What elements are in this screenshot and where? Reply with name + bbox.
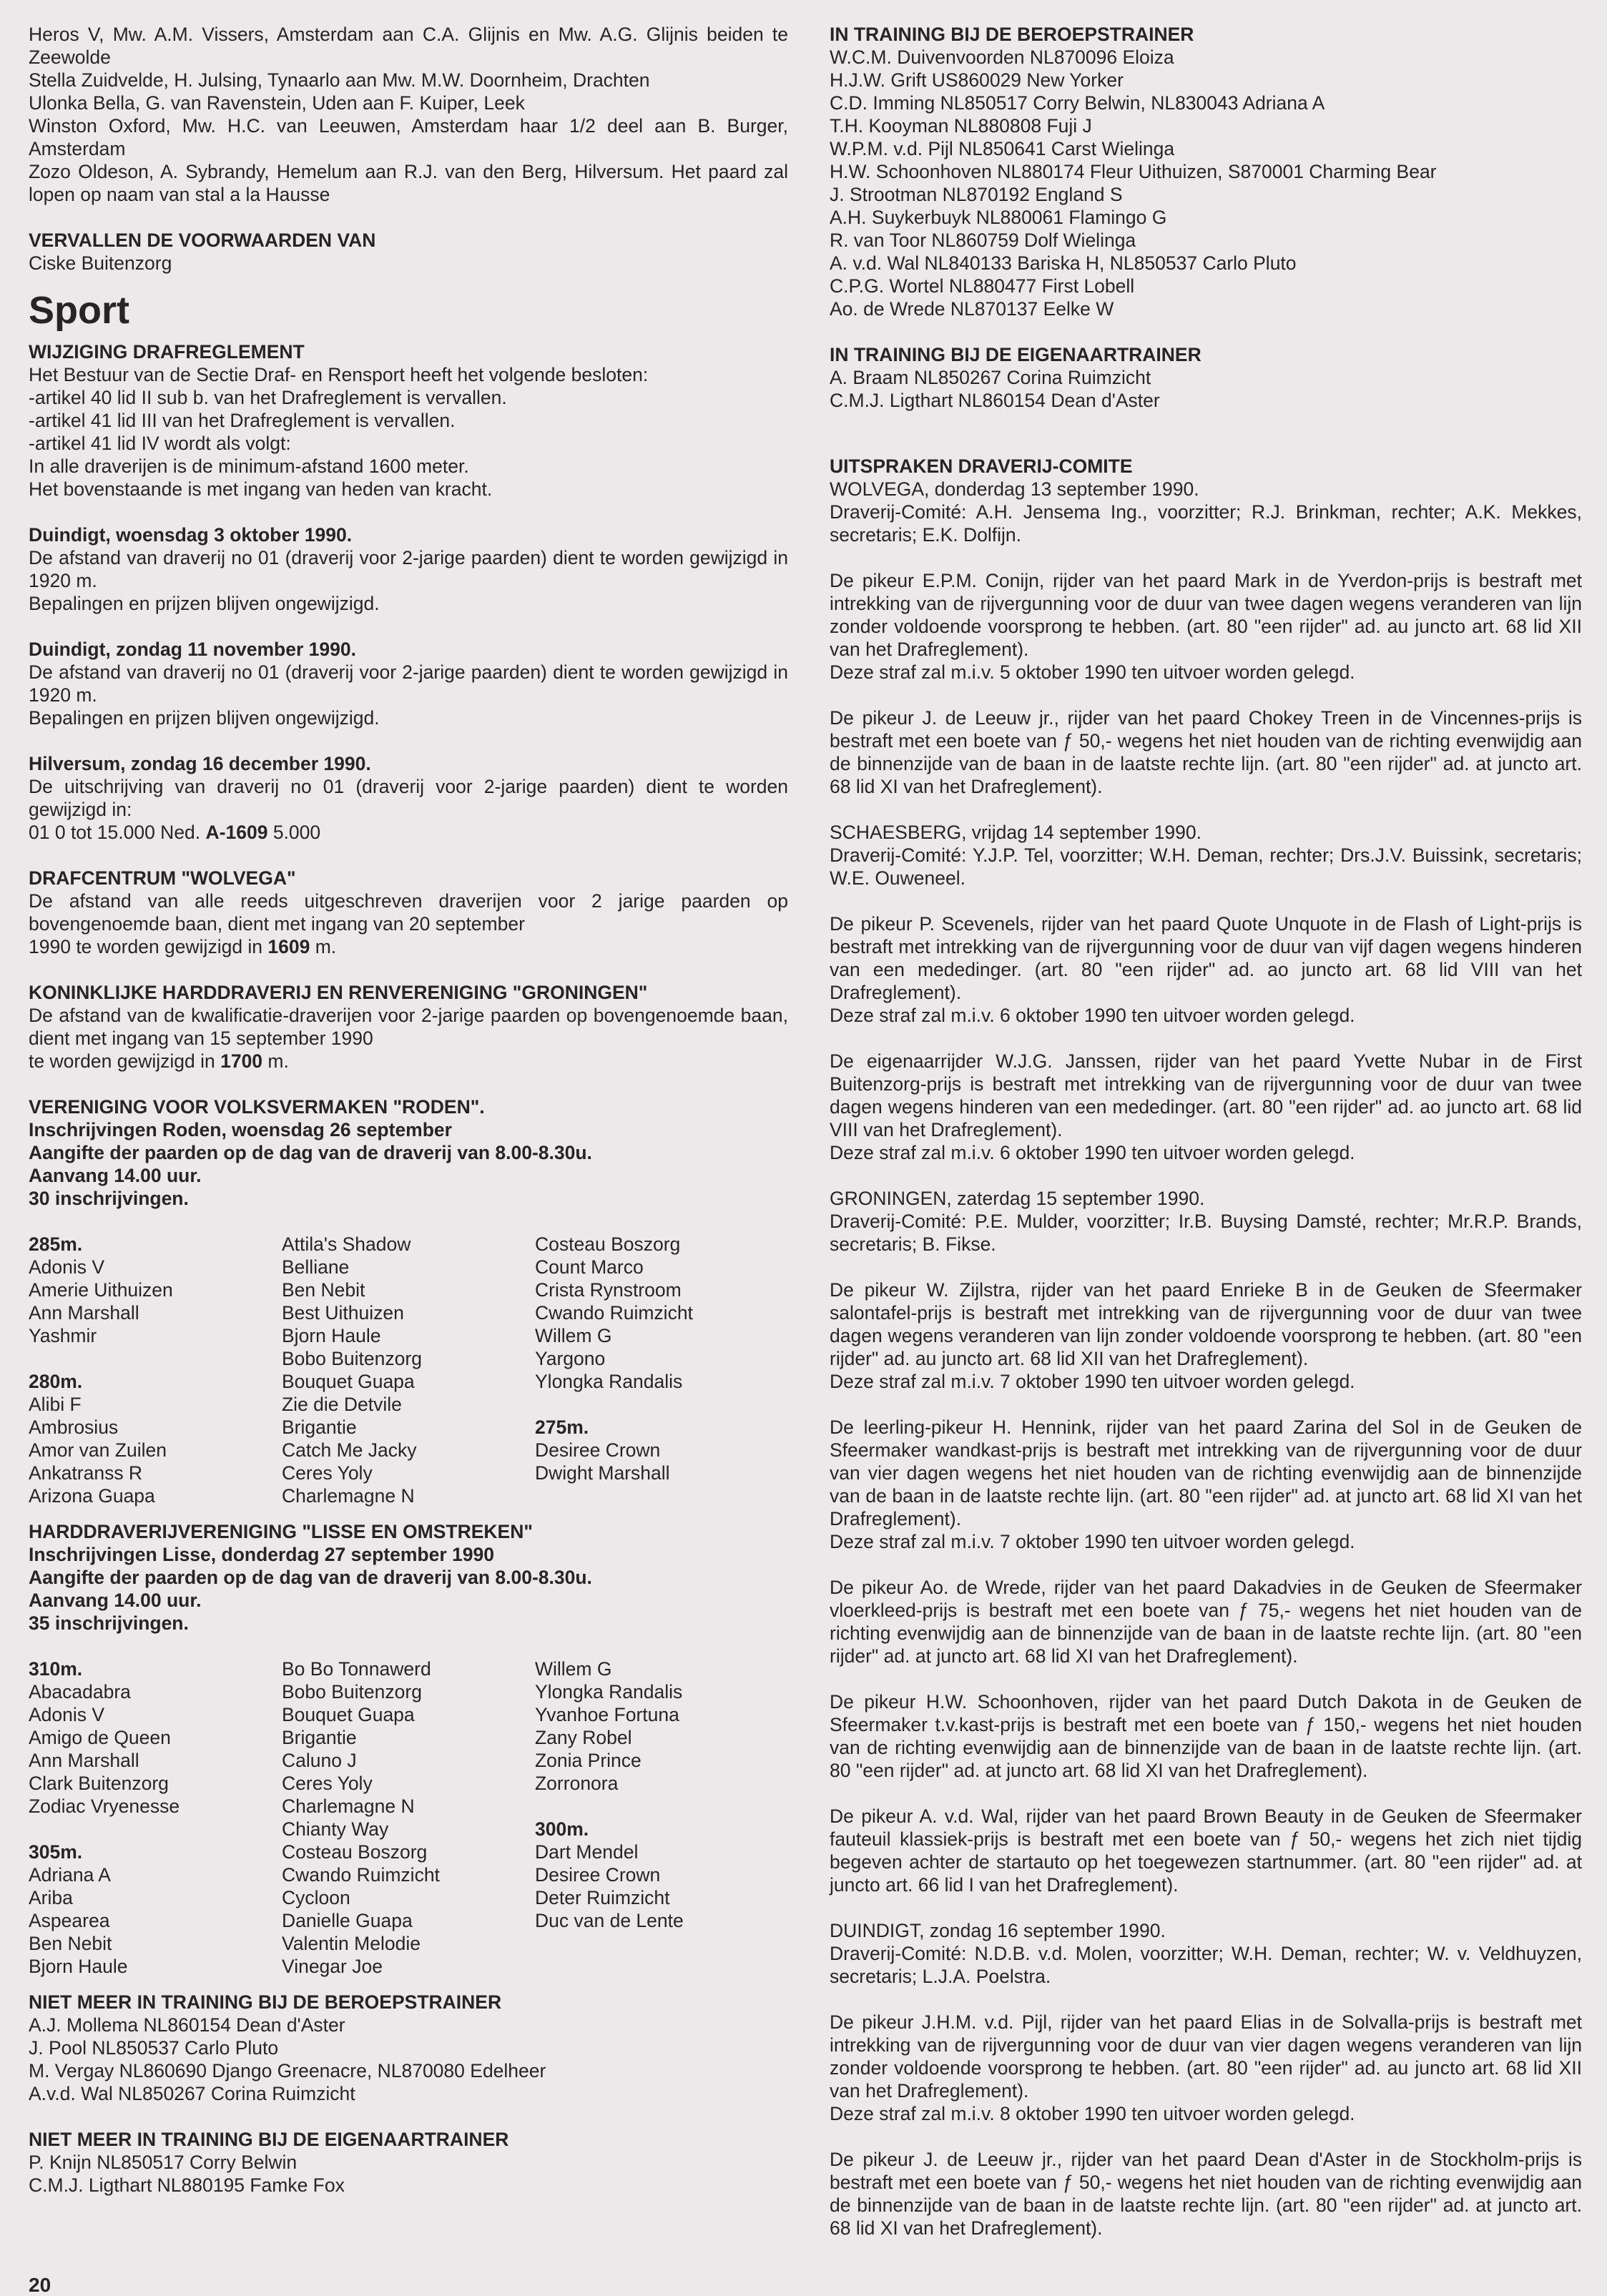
horse-name: Ambrosius (29, 1416, 119, 1438)
horse-name: Ylongka Randalis (535, 1681, 683, 1703)
ruling: De pikeur H.W. Schoonhoven, rijder van het paard Dutch Dakota in de Geuken de Sfeermaker t.v.kast-prijs is bestraft met een boete van ƒ 150,- wegens het niet houden van de richting evenwijdig aan de binnenzijde van de baan in de laatste rechte lijn. (art. 80 "een rijder" ad. at juncto art. 68 lid XI van het Drafreglement). (830, 1691, 1582, 1781)
lisse-title: HARDDRAVERIJVERENIGING "LISSE EN OMSTREKEN" (29, 1521, 533, 1542)
trainer-line: W.P.M. v.d. Pijl NL850641 Carst Wielinga (830, 138, 1175, 159)
prize-prefix: 01 0 tot 15.000 Ned. (29, 822, 206, 843)
horse-name: Danielle Guapa (282, 1910, 413, 1931)
ruling-note: Deze straf zal m.i.v. 6 oktober 1990 ten uitvoer worden gelegd. (830, 1005, 1355, 1026)
horse-name: Amerie Uithuizen (29, 1279, 173, 1301)
distance-heading: 300m. (535, 1818, 589, 1840)
wijziging-line: Het bovenstaande is met ingang van heden van kracht. (29, 478, 493, 500)
wijziging-line: Het Bestuur van de Sectie Draf- en Rensport heeft het volgende besloten: (29, 364, 649, 385)
wolvega-last-suffix: m. (310, 936, 337, 957)
distance-heading: 280m. (29, 1371, 83, 1392)
intro-line: Heros V, Mw. A.M. Vissers, Amsterdam aan C.A. Glijnis en Mw. A.G. Glijnis beiden te Zeewolde (29, 24, 788, 68)
trainer-line: J. Strootman NL870192 England S (830, 184, 1123, 205)
ruling: De pikeur J.H.M. v.d. Pijl, rijder van het paard Elias in de Solvalla-prijs is bestraft met intrekking van de rijvergunning voor de duur van vier dagen wegens veranderen van lijn zonder voldoende voorsprong te hebben. (art. 80 "een rijder" ad. au juncto art. 68 lid XII van het Drafreglement). (830, 2011, 1582, 2102)
horse-name: Ankatranss R (29, 1462, 143, 1484)
sport-heading: Sport (29, 289, 129, 332)
horse-name: Zie die Detvile (282, 1394, 402, 1415)
horse-name: Desiree Crown (535, 1439, 661, 1461)
spacer (29, 958, 788, 981)
intro-line: Stella Zuidvelde, H. Julsing, Tynaarlo aan Mw. M.W. Doornheim, Drachten (29, 69, 650, 91)
horse-name: Vinegar Joe (282, 1956, 383, 1977)
groningen-last-suffix: m. (262, 1050, 289, 1072)
horse-name: Aspearea (29, 1910, 110, 1931)
niet-beroep-title: NIET MEER IN TRAINING BIJ DE BEROEPSTRAINER (29, 1991, 502, 2013)
spacer (29, 2105, 788, 2128)
distance-heading: 275m. (535, 1416, 589, 1438)
spacer (830, 1027, 1582, 1050)
meeting-date: WOLVEGA, donderdag 13 september 1990. (830, 478, 1199, 500)
spacer (830, 684, 1582, 706)
trainer-line: A.H. Suykerbuyk NL880061 Flamingo G (830, 207, 1167, 228)
spacer (830, 1393, 1582, 1416)
horse-name: Dart Mendel (535, 1841, 639, 1863)
trainer-line: M. Vergay NL860690 Django Greenacre, NL870080 Edelheer (29, 2060, 546, 2081)
horse-name: Charlemagne N (282, 1485, 415, 1507)
spacer (830, 546, 1582, 569)
spacer (29, 1210, 788, 1233)
entry-column (282, 1233, 535, 1507)
groningen-last (29, 1050, 788, 1073)
horse-name: Clark Buitenzorg (29, 1773, 169, 1794)
roden-subtitle: Aangifte der paarden op de dag van de draverij van 8.00-8.30u. (29, 1142, 592, 1163)
spacer (29, 844, 788, 867)
distance-heading: 285m. (29, 1233, 83, 1255)
horse-name (535, 1393, 788, 1416)
spacer (830, 1782, 1582, 1805)
horse-name: Adriana A (29, 1864, 111, 1886)
horse-name: Chianty Way (282, 1818, 389, 1840)
spacer (29, 206, 788, 229)
horse-name: Ylongka Randalis (535, 1371, 683, 1392)
horse-name: Bouquet Guapa (282, 1704, 415, 1725)
spacer (830, 890, 1582, 912)
horse-name: Ann Marshall (29, 1302, 139, 1324)
vervallen-name: Ciske Buitenzorg (29, 252, 172, 274)
spacer (830, 412, 1582, 455)
ruling: De pikeur E.P.M. Conijn, rijder van het paard Mark in de Yverdon-prijs is bestraft met intrekking van de rijvergunning voor de duur van twee dagen wegens veranderen van lijn zonder voldoende voorsprong te hebben. (art. 80 "een rijder" ad. au juncto art. 68 lid XII van het Drafreglement). (830, 570, 1582, 660)
horse-name: Arizona Guapa (29, 1485, 155, 1507)
horse-name: Willem G (535, 1325, 612, 1346)
comite: Draverij-Comité: A.H. Jensema Ing., voorzitter; R.J. Brinkman, rechter; A.K. Mekkes, secretaris; E.K. Dolfijn. (830, 501, 1582, 546)
roden-title: VERENIGING VOOR VOLKSVERMAKEN "RODEN". (29, 1096, 485, 1118)
horse-name: Abacadabra (29, 1681, 131, 1703)
horse-name: Yashmir (29, 1325, 97, 1346)
spacer (29, 501, 788, 523)
distance-heading: 305m. (29, 1841, 83, 1863)
spacer (830, 1256, 1582, 1278)
horse-name: Ceres Yoly (282, 1773, 373, 1794)
spacer (830, 1553, 1582, 1576)
horse-name: Willem G (535, 1658, 612, 1680)
meeting-date: GRONINGEN, zaterdag 15 september 1990. (830, 1188, 1205, 1209)
horse-name: Dwight Marshall (535, 1462, 670, 1484)
horse-name: Duc van de Lente (535, 1910, 684, 1931)
left-column (29, 23, 788, 2197)
horse-name: Yargono (535, 1348, 606, 1369)
trainer-line: R. van Toor NL860759 Dolf Wielinga (830, 230, 1136, 251)
spacer (830, 1896, 1582, 1919)
horse-name: Ariba (29, 1887, 73, 1908)
duindigt2-text: De afstand van draverij no 01 (draverij voor 2-jarige paarden) dient te worden gewijzigd in 1920 m. (29, 661, 788, 706)
entry-column (29, 1233, 282, 1507)
horse-name: Cwando Ruimzicht (282, 1864, 440, 1886)
intro-line: Winston Oxford, Mw. H.C. van Leeuwen, Amsterdam haar 1/2 deel aan B. Burger, Amsterdam (29, 115, 788, 159)
spacer (830, 798, 1582, 821)
horse-name: Brigantie (282, 1416, 357, 1438)
horse-name: Zodiac Vryenesse (29, 1795, 180, 1817)
duindigt1-note: Bepalingen en prijzen blijven ongewijzigd. (29, 593, 380, 614)
ruling-note: Deze straf zal m.i.v. 8 oktober 1990 ten uitvoer worden gelegd. (830, 2103, 1355, 2124)
groningen-text: De afstand van de kwalificatie-draverijen voor 2-jarige paarden op bovengenoemde baan, dient met ingang van 15 september 1990 (29, 1005, 788, 1049)
trainer-line: P. Knijn NL850517 Corry Belwin (29, 2152, 298, 2173)
lisse-entries (29, 1657, 788, 1978)
entry-column (29, 1657, 282, 1978)
ruling: De pikeur A. v.d. Wal, rijder van het paard Brown Beauty in de Geuken de Sfeermaker fauteuil klassiek-prijs is bestraft met een boete van ƒ 50,- wegens het zich niet tijdig begeven achter de startauto op het toegewezen startnummer. (art. 80 "een rijder" ad. at juncto art. 66 lid I van het Drafreglement). (830, 1805, 1582, 1896)
lisse-subtitle: 35 inschrijvingen. (29, 1612, 189, 1634)
trainer-line: H.J.W. Grift US860029 New Yorker (830, 69, 1124, 91)
trainer-line: C.P.G. Wortel NL880477 First Lobell (830, 275, 1135, 297)
meeting-date: DUINDIGT, zondag 16 september 1990. (830, 1920, 1166, 1941)
entry-column (535, 1233, 788, 1507)
roden-subtitle: 30 inschrijvingen. (29, 1188, 189, 1209)
comite: Draverij-Comité: Y.J.P. Tel, voorzitter; W.H. Deman, rechter; Drs.J.V. Buissink, secretaris; W.E. Ouweneel. (830, 844, 1582, 889)
horse-name (535, 1795, 788, 1818)
trainer-line: C.M.J. Ligthart NL860154 Dean d'Aster (830, 390, 1160, 411)
duindigt1-title: Duindigt, woensdag 3 oktober 1990. (29, 524, 353, 546)
intro-line: Ulonka Bella, G. van Ravenstein, Uden aan F. Kuiper, Leek (29, 92, 525, 114)
horse-name: Costeau Boszorg (535, 1233, 681, 1255)
horse-name: Amigo de Queen (29, 1727, 171, 1748)
in-eigen-title: IN TRAINING BIJ DE EIGENAARTRAINER (830, 344, 1201, 365)
horse-name: Belliane (282, 1256, 350, 1278)
intro-line: Zozo Oldeson, A. Sybrandy, Hemelum aan R.J. van den Berg, Hilversum. Het paard zal lopen op naam van stal a la Hausse (29, 161, 788, 205)
spacer (830, 2125, 1582, 2148)
horse-name (29, 1818, 282, 1841)
trainer-line: A.v.d. Wal NL850267 Corina Ruimzicht (29, 2083, 355, 2104)
roden-entries (29, 1233, 788, 1507)
trainer-line: T.H. Kooyman NL880808 Fuji J (830, 115, 1092, 137)
lisse-subtitle: Aanvang 14.00 uur. (29, 1590, 202, 1611)
trainer-line: Ao. de Wrede NL870137 Eelke W (830, 298, 1114, 320)
wolvega-text: De afstand van alle reeds uitgeschreven draverijen voor 2 jarige paarden op bovengenoemde baan, dient met ingang van 20 september (29, 890, 788, 935)
horse-name: Catch Me Jacky (282, 1439, 417, 1461)
niet-eigen-title: NIET MEER IN TRAINING BIJ DE EIGENAARTRAINER (29, 2129, 509, 2150)
horse-name: Ann Marshall (29, 1750, 139, 1771)
groningen-distance: 1700 (220, 1050, 263, 1072)
ruling-note: Deze straf zal m.i.v. 7 oktober 1990 ten uitvoer worden gelegd. (830, 1531, 1355, 1552)
wolvega-title: DRAFCENTRUM "WOLVEGA" (29, 867, 296, 889)
ruling: De pikeur J. de Leeuw jr., rijder van het paard Chokey Treen in de Vincennes-prijs is bestraft met een boete van ƒ 50,- wegens het niet houden van de richting evenwijdig aan de binnenzijde van de baan in de laatste rechte lijn. (art. 80 "een rijder" ad. at juncto art. 68 lid XI van het Drafreglement). (830, 707, 1582, 797)
hilversum-text: De uitschrijving van draverij no 01 (draverij voor 2-jarige paarden) dient te worden gewijzigd in: (29, 776, 788, 820)
hilversum-title: Hilversum, zondag 16 december 1990. (29, 753, 371, 774)
horse-name: Bjorn Haule (282, 1325, 381, 1346)
horse-name: Adonis V (29, 1704, 105, 1725)
in-beroep-title: IN TRAINING BIJ DE BEROEPSTRAINER (830, 24, 1194, 45)
prize-code: A-1609 (205, 822, 268, 843)
horse-name: Amor van Zuilen (29, 1439, 167, 1461)
comite: Draverij-Comité: N.D.B. v.d. Molen, voorzitter; W.H. Deman, rechter; W. v. Veldhuyzen, secretaris; L.J.A. Poelstra. (830, 1943, 1582, 1987)
horse-name: Caluno J (282, 1750, 357, 1771)
right-column (830, 23, 1582, 2240)
ruling: De pikeur P. Scevenels, rijder van het paard Quote Unquote in de Flash of Light-prijs is bestraft met intrekking van de rijvergunning voor de duur van vijf dagen wegens hinderen van een mededinger. (art. 80 "een rijder" ad. ao juncto art. 68 lid VIII van het Drafreglement). (830, 913, 1582, 1003)
horse-name: Costeau Boszorg (282, 1841, 428, 1863)
trainer-line: J. Pool NL850537 Carlo Pluto (29, 2037, 279, 2059)
spacer (29, 729, 788, 752)
trainer-line: A. Braam NL850267 Corina Ruimzicht (830, 367, 1151, 388)
wolvega-last (29, 935, 788, 958)
page-number: 20 (29, 2274, 51, 2296)
spacer (29, 1635, 788, 1657)
lisse-subtitle: Inschrijvingen Lisse, donderdag 27 september 1990 (29, 1544, 494, 1565)
groningen-title: KONINKLIJKE HARDDRAVERIJ EN RENVERENIGING "GRONINGEN" (29, 982, 648, 1003)
horse-name: Best Uithuizen (282, 1302, 404, 1324)
horse-name: Bouquet Guapa (282, 1371, 415, 1392)
trainer-line: W.C.M. Duivenvoorden NL870096 Eloiza (830, 46, 1174, 68)
spacer (830, 320, 1582, 343)
horse-name: Zonia Prince (535, 1750, 642, 1771)
horse-name: Yvanhoe Fortuna (535, 1704, 679, 1725)
horse-name: Crista Rynstroom (535, 1279, 682, 1301)
hilversum-prize (29, 821, 788, 844)
trainer-line: C.M.J. Ligthart NL880195 Famke Fox (29, 2174, 345, 2196)
horse-name: Bobo Buitenzorg (282, 1348, 422, 1369)
horse-name: Adonis V (29, 1256, 105, 1278)
wijziging-line: -artikel 41 lid IV wordt als volgt: (29, 433, 291, 454)
horse-name: Brigantie (282, 1727, 357, 1748)
ruling: De eigenaarrijder W.J.G. Janssen, rijder van het paard Yvette Nubar in de First Buitenzorg-prijs is bestraft met intrekking van de rijvergunning voor de duur van twee dagen wegens hinderen van een mededinger. (art. 80 "een rijder" ad. ao juncto art. 68 lid VIII van het Drafreglement). (830, 1050, 1582, 1140)
spacer (830, 1164, 1582, 1187)
horse-name: Cycloon (282, 1887, 350, 1908)
horse-name: Desiree Crown (535, 1864, 661, 1886)
ruling-note: Deze straf zal m.i.v. 7 oktober 1990 ten uitvoer worden gelegd. (830, 1371, 1355, 1392)
horse-name: Alibi F (29, 1394, 82, 1415)
ruling-note: Deze straf zal m.i.v. 5 oktober 1990 ten uitvoer worden gelegd. (830, 661, 1355, 683)
roden-subtitle: Aanvang 14.00 uur. (29, 1165, 202, 1186)
ruling: De leerling-pikeur H. Hennink, rijder van het paard Zarina del Sol in de Geuken de Sfeermaker wandkast-prijs is bestraft met intrekking van de rijvergunning voor de duur van vier dagen wegens het niet houden van de richting evenwijdig aan de binnenzijde van de baan in de laatste rechte lijn. (art. 80 "een rijder" ad. at juncto art. 68 lid XI van het Drafreglement). (830, 1416, 1582, 1529)
horse-name (29, 1347, 282, 1370)
spacer (29, 1507, 788, 1520)
trainer-line: C.D. Imming NL850517 Corry Belwin, NL830043 Adriana A (830, 92, 1325, 114)
lisse-subtitle: Aangifte der paarden op de dag van de draverij van 8.00-8.30u. (29, 1567, 592, 1588)
horse-name: Count Marco (535, 1256, 644, 1278)
duindigt2-title: Duindigt, zondag 11 november 1990. (29, 639, 356, 660)
spacer (830, 1988, 1582, 2011)
spacer (29, 1978, 788, 1991)
comite: Draverij-Comité: P.E. Mulder, voorzitter; Ir.B. Buysing Damsté, rechter; Mr.R.P. Brands, secretaris; B. Fikse. (830, 1211, 1582, 1255)
horse-name: Attila's Shadow (282, 1233, 411, 1255)
horse-name: Ben Nebit (282, 1279, 365, 1301)
wijziging-title: WIJZIGING DRAFREGLEMENT (29, 341, 305, 363)
groningen-last-prefix: te worden gewijzigd in (29, 1050, 221, 1072)
horse-name: Bobo Buitenzorg (282, 1681, 422, 1703)
horse-name: Valentin Melodie (282, 1933, 421, 1954)
wolvega-distance: 1609 (267, 936, 310, 957)
meeting-date: SCHAESBERG, vrijdag 14 september 1990. (830, 822, 1201, 843)
wolvega-last-prefix: 1990 te worden gewijzigd in (29, 936, 268, 957)
horse-name: Ben Nebit (29, 1933, 112, 1954)
horse-name: Bo Bo Tonnawerd (282, 1658, 431, 1680)
vervallen-title: VERVALLEN DE VOORWAARDEN VAN (29, 230, 376, 251)
horse-name: Charlemagne N (282, 1795, 415, 1817)
duindigt1-text: De afstand van draverij no 01 (draverij voor 2-jarige paarden) dient te worden gewijzigd in 1920 m. (29, 547, 788, 591)
spacer (29, 1073, 788, 1095)
ruling: De pikeur J. de Leeuw jr., rijder van het paard Dean d'Aster in de Stockholm-prijs is bestraft met een boete van ƒ 50,- wegens het niet houden van de richting evenwijdig aan de binnenzijde van de baan in de laatste rechte lijn. (art. 80 "een rijder" ad. at juncto art. 68 lid XI van het Drafreglement). (830, 2149, 1582, 2239)
wijziging-line: In alle draverijen is de minimum-afstand 1600 meter. (29, 455, 469, 477)
spacer (29, 615, 788, 638)
wijziging-line: -artikel 41 lid III van het Drafreglement is vervallen. (29, 410, 456, 431)
uitspraken-title: UITSPRAKEN DRAVERIJ-COMITE (830, 455, 1133, 477)
horse-name: Ceres Yoly (282, 1462, 373, 1484)
horse-name: Deter Ruimzicht (535, 1887, 670, 1908)
horse-name: Zany Robel (535, 1727, 632, 1748)
ruling-note: Deze straf zal m.i.v. 6 oktober 1990 ten uitvoer worden gelegd. (830, 1142, 1355, 1163)
entry-column (535, 1657, 788, 1978)
horse-name: Cwando Ruimzicht (535, 1302, 693, 1324)
entry-column (282, 1657, 535, 1978)
distance-heading: 310m. (29, 1658, 83, 1680)
spacer (830, 1667, 1582, 1690)
horse-name: Bjorn Haule (29, 1956, 128, 1977)
ruling: De pikeur W. Zijlstra, rijder van het paard Enrieke B in de Geuken de Sfeermaker salontafel-prijs is bestraft met intrekking van de rijvergunning voor de duur van twee dagen wegens veranderen van lijn zonder voldoende voorsprong te hebben. (art. 80 "een rijder" ad. au juncto art. 68 lid XII van het Drafreglement). (830, 1279, 1582, 1369)
ruling: De pikeur Ao. de Wrede, rijder van het paard Dakadvies in de Geuken de Sfeermaker vloerkleed-prijs is bestraft met een boete van ƒ 75,- wegens het niet houden van de richting evenwijdig aan de binnenzijde van de baan in de laatste rechte lijn. (art. 80 "een rijder" ad. at juncto art. 68 lid XI van het Drafreglement). (830, 1577, 1582, 1667)
trainer-line: A.J. Mollema NL860154 Dean d'Aster (29, 2014, 345, 2036)
trainer-line: H.W. Schoonhoven NL880174 Fleur Uithuizen, S870001 Charming Bear (830, 161, 1437, 182)
prize-suffix: 5.000 (267, 822, 321, 843)
wijziging-line: -artikel 40 lid II sub b. van het Drafreglement is vervallen. (29, 387, 507, 408)
duindigt2-note: Bepalingen en prijzen blijven ongewijzigd. (29, 707, 380, 729)
roden-subtitle: Inschrijvingen Roden, woensdag 26 september (29, 1119, 452, 1140)
trainer-line: A. v.d. Wal NL840133 Bariska H, NL850537 Carlo Pluto (830, 252, 1297, 274)
horse-name: Zorronora (535, 1773, 619, 1794)
